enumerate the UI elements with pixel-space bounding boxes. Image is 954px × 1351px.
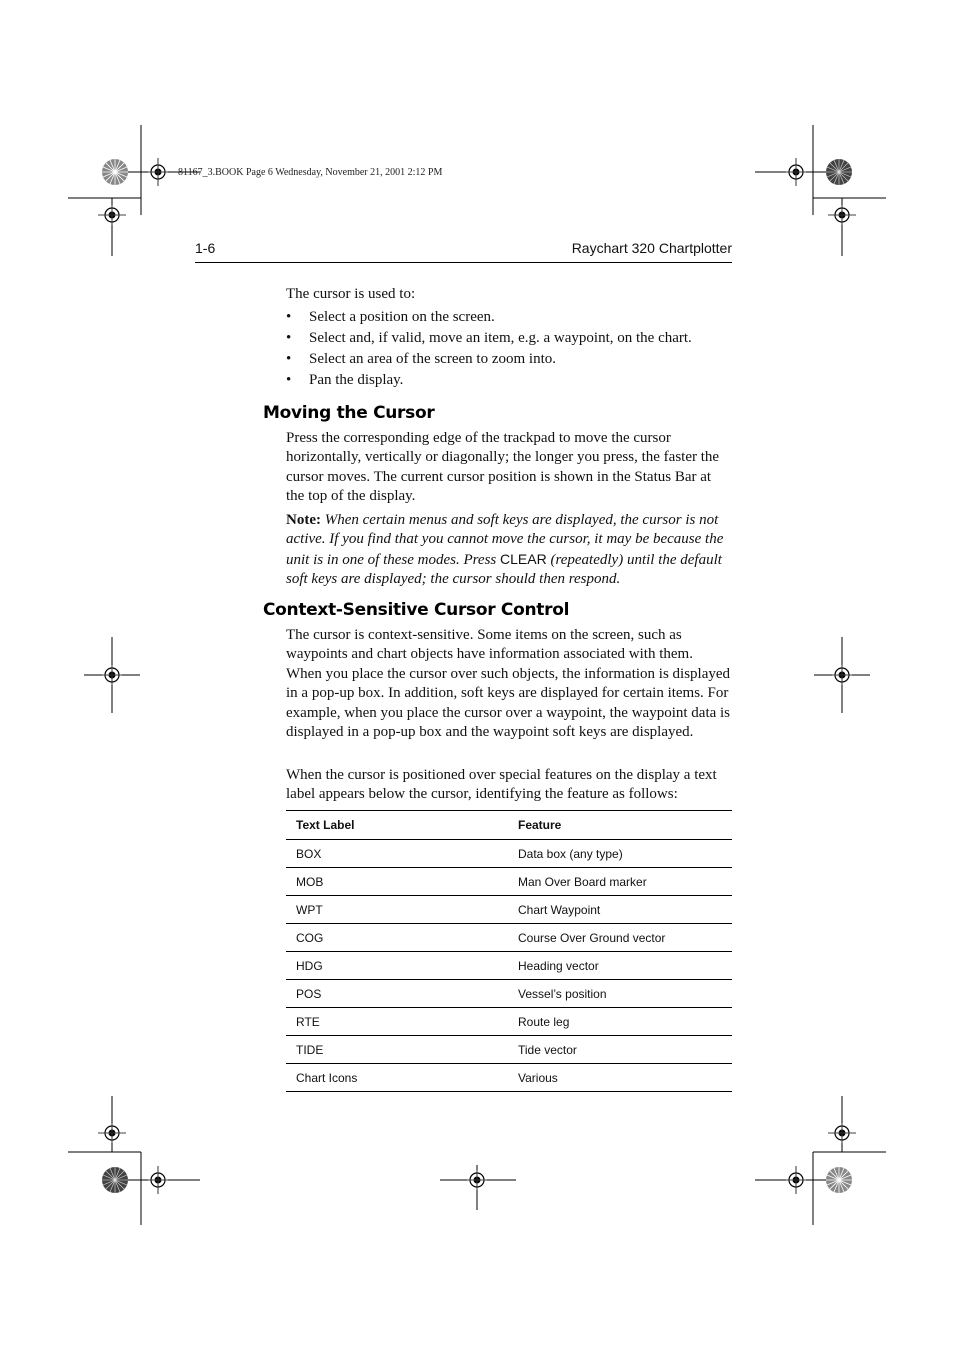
- bullet-icon: •: [286, 309, 292, 325]
- list-item-text: Pan the display.: [309, 372, 404, 388]
- column-header-feature: Feature: [508, 811, 732, 840]
- bullet-list: [286, 308, 732, 392]
- cell-label: WPT: [286, 896, 508, 924]
- cell-label: RTE: [286, 1008, 508, 1036]
- note-text-end: (repeatedly) until the default soft keys are displayed; the cursor should then respond.: [286, 551, 722, 588]
- printer-info: 81167_3.BOOK Page 6 Wednesday, November 21, 2001 2:12 PM: [178, 167, 443, 178]
- cell-label: MOB: [286, 868, 508, 896]
- table-row: [286, 924, 732, 952]
- moving-cursor-paragraph: Press the corresponding edge of the trackpad to move the cursor horizontally, vertically or diagonally; the longer you press, the faster the cursor moves. The current cursor position is shown in the Status Bar at the top of the display.: [286, 430, 720, 505]
- cell-feature: Vessel’s position: [508, 980, 732, 1008]
- bullet-icon: •: [286, 372, 292, 388]
- cell-label: POS: [286, 980, 508, 1008]
- feature-table: [286, 810, 732, 1092]
- list-item: [286, 329, 732, 350]
- clear-key-label: CLEAR: [500, 550, 547, 567]
- table-row: [286, 896, 732, 924]
- cell-label: COG: [286, 924, 508, 952]
- list-item: [286, 308, 732, 329]
- bullet-icon: •: [286, 330, 292, 346]
- table-row: [286, 868, 732, 896]
- running-title: Raychart 320 Chartplotter: [571, 240, 732, 256]
- column-header-text-label: Text Label: [286, 811, 508, 840]
- cell-feature: Course Over Ground vector: [508, 924, 732, 952]
- list-item-text: Select and, if valid, move an item, e.g. a waypoint, on the chart.: [309, 330, 692, 346]
- context-paragraph-1: The cursor is context-sensitive. Some items on the screen, such as waypoints and chart objects have information associated with them. When you place the cursor over such objects, the information is displayed in a pop-up box. In addition, soft keys are displayed for certain items. For example, when you place the cursor over a waypoint, the waypoint data is displayed in a pop-up box and the waypoint soft keys are displayed.: [286, 627, 731, 741]
- page-header: [195, 240, 732, 263]
- cell-label: HDG: [286, 952, 508, 980]
- note-text-start: When certain menus and soft keys are displayed, the cursor is not active. If you find that you cannot move the cursor, it may be because the unit is in one of these modes. Press: [286, 512, 724, 568]
- cell-feature: Data box (any type): [508, 840, 732, 868]
- table-row: [286, 1064, 732, 1092]
- cell-label: BOX: [286, 840, 508, 868]
- table-row: [286, 952, 732, 980]
- bullet-icon: •: [286, 351, 292, 367]
- list-item: [286, 371, 732, 392]
- intro-text: The cursor is used to:: [286, 286, 416, 302]
- cell-label: Chart Icons: [286, 1064, 508, 1092]
- section-heading-moving-cursor: Moving the Cursor: [263, 403, 435, 423]
- cell-label: TIDE: [286, 1036, 508, 1064]
- section-heading-context-cursor: Context-Sensitive Cursor Control: [263, 600, 570, 620]
- table-row: [286, 1036, 732, 1064]
- table-header-row: [286, 811, 732, 840]
- cell-feature: Man Over Board marker: [508, 868, 732, 896]
- cell-feature: Tide vector: [508, 1036, 732, 1064]
- cell-feature: Route leg: [508, 1008, 732, 1036]
- table-row: [286, 840, 732, 868]
- cell-feature: Various: [508, 1064, 732, 1092]
- context-paragraph-2: When the cursor is positioned over special features on the display a text label appears below the cursor, identifying the feature as follows:: [286, 767, 717, 803]
- cell-feature: Heading vector: [508, 952, 732, 980]
- list-item: [286, 350, 732, 371]
- page-number: 1-6: [195, 240, 216, 256]
- list-item-text: Select a position on the screen.: [309, 309, 495, 325]
- list-item-text: Select an area of the screen to zoom into.: [309, 351, 556, 367]
- note-paragraph: [286, 511, 732, 590]
- note-label: Note:: [286, 512, 321, 528]
- table-row: [286, 1008, 732, 1036]
- cell-feature: Chart Waypoint: [508, 896, 732, 924]
- table-row: [286, 980, 732, 1008]
